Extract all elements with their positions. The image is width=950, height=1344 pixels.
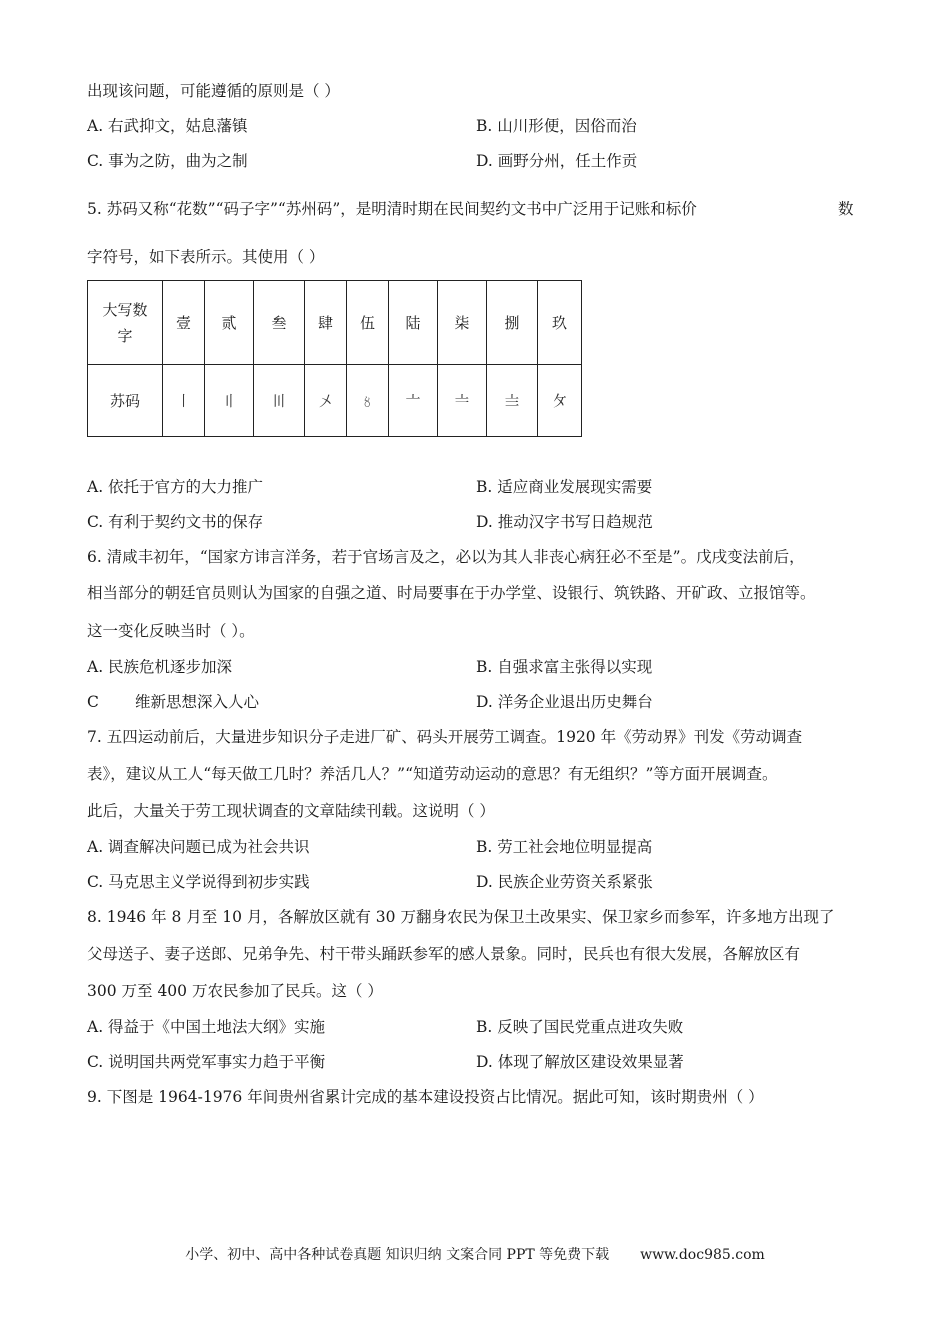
numeral-cell: 伍 [347,281,389,365]
q5-stem-line1-tail: 数 [838,200,854,218]
q8-option-a: A. 得益于《中国土地法大纲》实施 [87,1018,326,1036]
q6-stem-line2: 相当部分的朝廷官员则认为国家的自强之道、时局要事在于办学堂、设银行、筑铁路、开矿政、立报馆等。 [87,584,816,602]
q5-option-d: D. 推动汉字书写日趋规范 [476,513,653,531]
header-label-line2: 字 [117,326,133,345]
q8-option-b: B. 反映了国民党重点进攻失败 [476,1018,684,1036]
numeral-cell: 柒 [438,281,487,365]
suzhou-glyph-cell: 〥 [347,365,389,437]
suzhou-glyph-cell: 〡 [163,365,205,437]
suzhou-glyph-cell: 〤 [305,365,347,437]
q5-stem-line1: 5. 苏码又称“花数”“码子字”“苏州码”，是明清时期在民间契约文书中广泛用于记账和标价 [87,200,697,218]
q8-option-d: D. 体现了解放区建设效果显著 [476,1053,684,1071]
numeral-cell: 壹 [163,281,205,365]
numeral-cell: 捌 [487,281,538,365]
q4-option-c: C. 事为之防，曲为之制 [87,152,248,170]
q8-option-c: C. 说明国共两党军事实力趋于平衡 [87,1053,326,1071]
q6-option-c-letter: C [87,693,99,711]
q7-stem-line2: 表》，建议从工人“每天做工几时？养活几人？”“知道劳动运动的意思？有无组织？”等方面开展调查。 [87,765,778,783]
q5-option-b: B. 适应商业发展现实需要 [476,478,653,496]
q6-stem-line3: 这一变化反映当时（ ）。 [87,622,255,640]
q4-option-b: B. 山川形便，因俗而治 [476,117,637,135]
q8-stem-line2: 父母送子、妻子送郎、兄弟争先、村干带头踊跃参军的感人景象。同时，民兵也有很大发展，各解放区有 [87,945,801,963]
suzhou-glyph-cell: 〨 [487,365,538,437]
numeral-cell: 贰 [205,281,254,365]
q6-option-b: B. 自强求富主张得以实现 [476,658,653,676]
table-row-suzhou [88,365,582,437]
footer-site-link[interactable]: www.doc985.com [640,1247,765,1263]
q5-option-c: C. 有利于契约文书的保存 [87,513,264,531]
numeral-cell: 陆 [389,281,438,365]
q6-option-a: A. 民族危机逐步加深 [87,658,233,676]
q6-option-d: D. 洋务企业退出历史舞台 [476,693,653,711]
q5-stem-line2: 字符号，如下表所示。其使用（ ） [87,248,325,266]
q9-stem-line1: 9. 下图是 1964-1976 年间贵州省累计完成的基本建设投资占比情况。据此可知，该时期贵州（ ） [87,1088,764,1106]
q4-stem-tail: 出现该问题，可能遵循的原则是（ ） [87,82,340,100]
numeral-cell: 叁 [254,281,305,365]
row-label-cell: 苏码 [88,365,163,437]
header-label-line1: 大写数 [102,300,148,319]
q7-option-a: A. 调查解决问题已成为社会共识 [87,838,310,856]
page-footer [0,1246,950,1264]
q7-stem-line3: 此后，大量关于劳工现状调查的文章陆续刊载。这说明（ ） [87,802,495,820]
q7-stem-line1: 7. 五四运动前后，大量进步知识分子走进厂矿、码头开展劳工调查。1920 年《劳动界》刊发《劳动调查 [87,728,803,746]
q8-stem-line1: 8. 1946 年 8 月至 10 月，各解放区就有 30 万翻身农民为保卫土改果实、保卫家乡而参军，许多地方出现了 [87,908,835,926]
q6-stem-line1: 6. 清咸丰初年，“国家方讳言洋务，若于官场言及之，必以为其人非丧心病狂必不至是”。戊戌变法前后， [87,548,805,566]
suzhou-glyph-cell: 〧 [438,365,487,437]
q7-option-c: C. 马克思主义学说得到初步实践 [87,873,310,891]
q4-option-d: D. 画野分州，任土作贡 [476,152,638,170]
suzhou-glyph-cell: 〣 [254,365,305,437]
footer-text: 小学、初中、高中各种试卷真题 知识归纳 文案合同 PPT 等免费下载 [185,1247,610,1263]
suzhou-numeral-table [87,280,582,437]
q7-option-b: B. 劳工社会地位明显提高 [476,838,653,856]
numeral-cell: 玖 [538,281,582,365]
suzhou-glyph-cell: 〦 [389,365,438,437]
suzhou-glyph-cell: 〢 [205,365,254,437]
q5-option-a: A. 依托于官方的大力推广 [87,478,264,496]
q6-option-c-text: 维新思想深入人心 [135,693,260,711]
header-label-cell [88,281,163,365]
table-row-numerals [88,281,582,365]
suzhou-glyph-cell: 〩 [538,365,582,437]
numeral-cell: 肆 [305,281,347,365]
q7-option-d: D. 民族企业劳资关系紧张 [476,873,653,891]
q4-option-a: A. 右武抑文，姑息藩镇 [87,117,248,135]
q8-stem-line3: 300 万至 400 万农民参加了民兵。这（ ） [87,982,383,1000]
